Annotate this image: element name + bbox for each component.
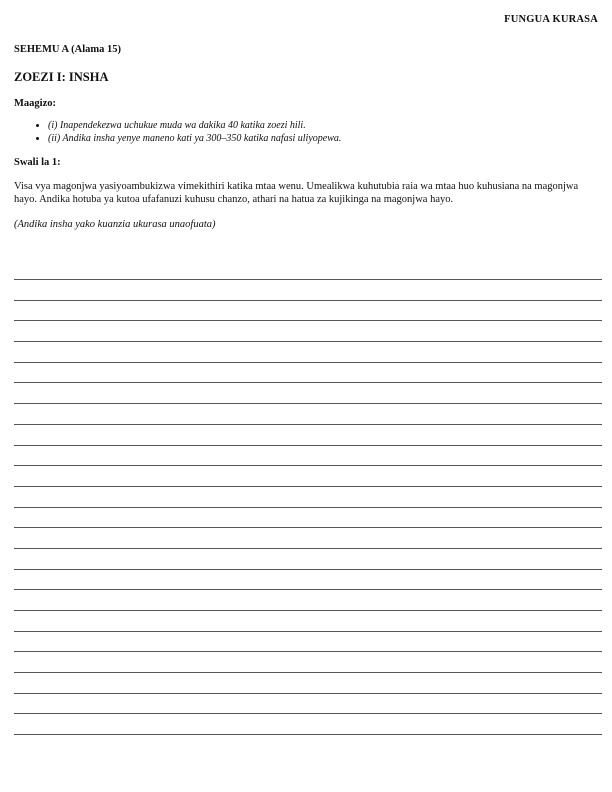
writing-line [14, 424, 602, 425]
writing-line [14, 734, 602, 735]
exercise-title: ZOEZI I: INSHA [14, 70, 109, 84]
writing-line [14, 465, 602, 466]
writing-line [14, 589, 602, 590]
writing-line [14, 279, 602, 280]
writing-line [14, 341, 602, 342]
instructions-list [14, 120, 598, 145]
writing-line [14, 651, 602, 652]
instructions-label: Maagizo: [14, 98, 56, 109]
page-turn-note: FUNGUA KURASA [504, 14, 598, 25]
answer-note: (Andika insha yako kuanzia ukurasa unaofuata) [14, 219, 216, 230]
instruction-item: • (i) Inapendekezwa uchukue muda wa dakika 40 katika zoezi hili. [48, 120, 598, 132]
writing-line [14, 548, 602, 549]
exam-content [14, 44, 598, 230]
question-text: Visa vya magonjwa yasiyoambukizwa vimekithiri katika mtaa wenu. Umealikwa kuhutubia raia wa mtaa huo kuhusiana na magonjwa hayo. Andika hotuba ya kutoa ufafanuzi kuhusu chanzo, athari na hatua za kujikinga na magonjwa hayo. [14, 181, 579, 205]
writing-line [14, 672, 602, 673]
writing-line [14, 300, 602, 301]
writing-line [14, 610, 602, 611]
writing-line [14, 320, 602, 321]
writing-area[interactable] [14, 279, 602, 755]
writing-line [14, 486, 602, 487]
writing-line [14, 362, 602, 363]
question-label: Swali la 1: [14, 157, 61, 168]
writing-line [14, 445, 602, 446]
writing-line [14, 403, 602, 404]
writing-line [14, 382, 602, 383]
writing-line [14, 569, 602, 570]
writing-line [14, 693, 602, 694]
writing-line [14, 507, 602, 508]
writing-line [14, 713, 602, 714]
section-title: SEHEMU A (Alama 15) [14, 44, 122, 55]
instruction-item: • (ii) Andika insha yenye maneno kati ya 300–350 katika nafasi uliyopewa. [48, 133, 598, 145]
writing-line [14, 527, 602, 528]
writing-line [14, 631, 602, 632]
